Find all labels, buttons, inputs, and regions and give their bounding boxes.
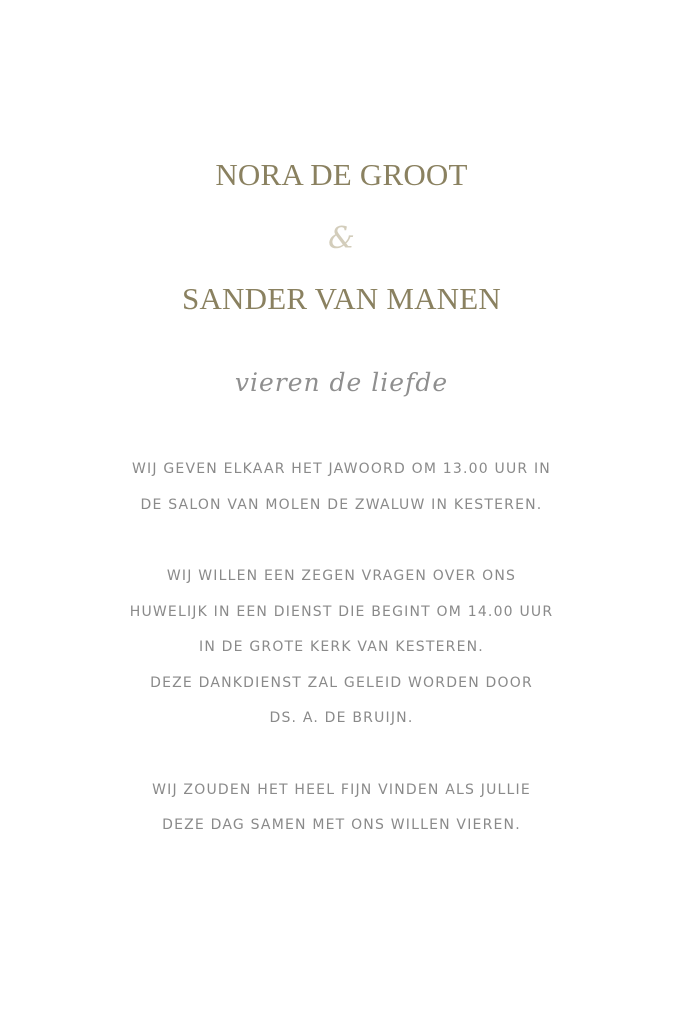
groom-name: SANDER VAN MANEN [182,281,501,316]
ampersand: & [328,221,355,256]
ceremony-line-1: WIJ GEVEN ELKAAR HET JAWOORD OM 13.00 UUR IN [132,461,551,477]
service-line-5: DS. A. DE BRUIJN. [269,710,414,726]
service-line-3: IN DE GROTE KERK VAN KESTEREN. [199,639,484,655]
service-line-4: DEZE DANKDIENST ZAL GELEID WORDEN DOOR [150,675,533,691]
service-line-1: WIJ WILLEN EEN ZEGEN VRAGEN OVER ONS [166,568,517,584]
service-line-2: HUWELIJK IN EEN DIENST DIE BEGINT OM 14.00 UUR [129,604,554,620]
closing-line-1: WIJ ZOUDEN HET HEEL FIJN VINDEN ALS JULLIE [152,782,531,798]
ceremony-line-2: DE SALON VAN MOLEN DE ZWALUW IN KESTEREN. [140,497,543,513]
bride-name: NORA DE GROOT [215,157,468,192]
closing-line-2: DEZE DAG SAMEN MET ONS WILLEN VIEREN. [162,817,521,833]
tagline: vieren de liefde [234,368,449,397]
